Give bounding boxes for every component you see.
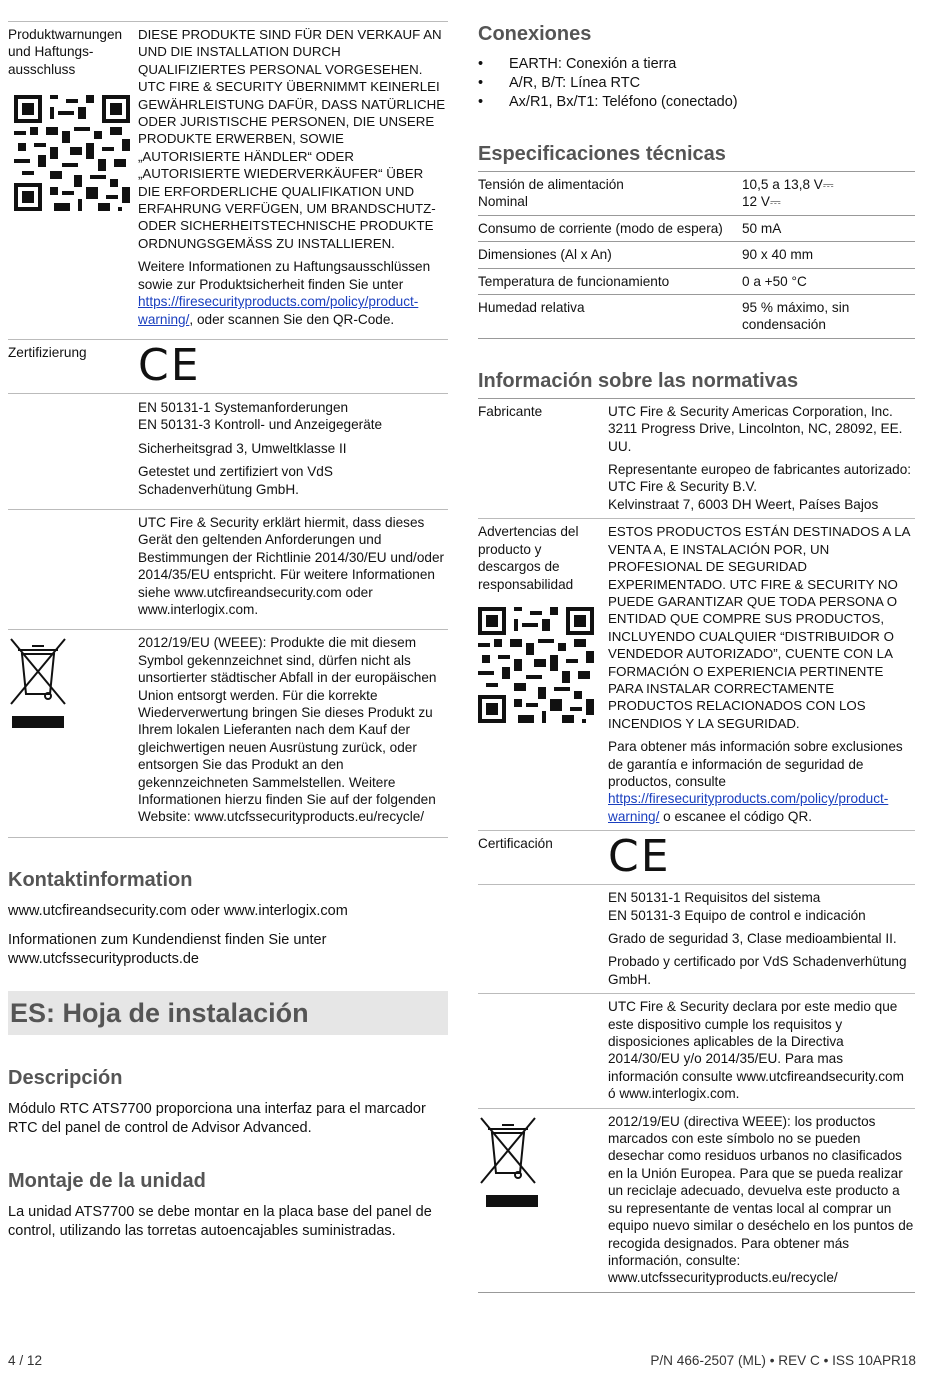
mounting-text: La unidad ATS7700 se debe montar en la placa base del panel de control, utilizando las torretas autoencajables suministradas. — [8, 1203, 432, 1239]
page-number: 4 / 12 — [8, 1353, 43, 1368]
standard-3: EN 50131-3 Equipo de control e indicación — [608, 907, 866, 923]
declaration-text: UTC Fire & Security erklärt hiermit, dass dieses Gerät den geltenden Anforderungen und Bestimmungen der Richtlinie 2014/30/EU und/oder 2014/35/EU entspricht. Für weitere Informationen siehe www.utcfireandsecurity.com oder www.interlogix.com. — [138, 514, 445, 617]
weee-bin-icon — [8, 634, 68, 734]
tested-text: Probado y certificado por VdS Schadenverhütung GmbH. — [608, 954, 907, 987]
declaration-row — [478, 993, 915, 1107]
spec-row — [478, 172, 915, 216]
spec-row — [478, 269, 915, 295]
spec-row — [478, 216, 915, 242]
eu-rep-text: Representante europeo de fabricantes autorizado: UTC Fire & Security B.V. Kelvinstraat 7, 6003 DH Weert, Países Bajos — [608, 462, 912, 512]
warning-more-text: Para obtener más información sobre exclusiones de garantía e información de seguridad de productos, consulte — [608, 739, 903, 789]
cert-standards-row — [8, 393, 448, 509]
contact-line-2: Informationen zum Kundendienst finden Sie unter www.utcfssecurityproducts.de — [8, 931, 327, 967]
spec-value: 0 a +50 °C — [742, 273, 807, 289]
connection-item: • Ax/R1, Bx/T1: Teléfono (conectado) — [478, 93, 915, 112]
weee-text: 2012/19/EU (directiva WEEE): los productos marcados con este símbolo no se pueden desechar como residuos urbanos no clasificados en la Unión Europea. Para que se pueda realizar un reciclaje adecuado, devuelva este producto a su representante de ventas local al comprar un equipo nuevo similar o deséchelo en los puntos de recogida designados. Para obtener más información, consulte: www.utcfssecurityproducts.eu/recycle/ — [608, 1113, 914, 1286]
warning-label: Advertencias del producto y descargos de responsabilidad — [478, 524, 579, 592]
disclaimer-more-post: , oder scannen Sie den QR-Code. — [189, 311, 395, 327]
weee-row — [8, 629, 448, 837]
cert-row — [8, 339, 448, 393]
security-grade: Sicherheitsgrad 3, Umweltklasse II — [138, 440, 347, 456]
ce-mark-icon: CE — [608, 831, 671, 883]
certification-standards-row — [478, 884, 915, 993]
standard-3: EN 50131-3 Kontroll- und Anzeigegeräte — [138, 417, 383, 433]
es-section-banner — [8, 991, 448, 1035]
connections-heading: Conexiones — [478, 23, 592, 45]
qr-code-icon — [478, 607, 594, 723]
spec-row — [478, 295, 915, 339]
declaration-text: UTC Fire & Security declara por este medio que este dispositivo cumple los requisitos y disposiciones aplicables de la Directiva 2014/30/EU y/o 2014/35/EU. Para mas información consulte www.utcfireandsecurity.com ó www.interlogix.com. — [608, 999, 904, 1102]
weee-row — [478, 1108, 915, 1293]
specs-heading: Especificaciones técnicas — [478, 143, 726, 165]
manufacturer-label: Fabricante — [478, 403, 543, 419]
spec-value: 95 % máximo, sin condensación — [742, 300, 850, 333]
ce-mark-icon: CE — [138, 339, 201, 391]
weee-text: 2012/19/EU (WEEE): Produkte die mit diesem Symbol gekennzeichnet sind, dürfen nicht als unsortierter städtischer Abfall in der europäischen Union entsorgt werden. Für die korrekte Wiederverwertung bringen Sie dieses Produkt zu Ihrem lokalen Lieferanten nach dem Kauf der gleichwertigen neuen Ausrüstung zurück, oder entsorgen Sie das Produkt an den gekennzeichneten Sammelstellen. Weitere Informationen hierzu finden Sie auf der folgenden Website: www.utcfssecurityproducts.eu/recycle/ — [138, 635, 437, 825]
disclaimer-label: Produktwarnungen und Haftungs-ausschluss — [8, 27, 123, 77]
left-column — [8, 0, 448, 1241]
spec-row — [478, 242, 915, 268]
spec-key: Dimensiones (Al x An) — [478, 247, 612, 263]
weee-bin-icon — [478, 1113, 538, 1213]
cert-label: Zertifizierung — [8, 344, 87, 360]
spec-value: 90 x 40 mm — [742, 247, 814, 263]
description-heading: Descripción — [8, 1066, 123, 1089]
mounting-heading: Montaje de la unidad — [8, 1169, 206, 1192]
spec-key: Tensión de alimentación Nominal — [478, 177, 624, 210]
product-warning-link[interactable]: https://firesecurityproducts.com/policy/product-warning/ — [138, 294, 419, 327]
warning-upper-text: ESTOS PRODUCTOS ESTÁN DESTINADOS A LA VENTA A, E INSTALACIÓN POR, UN PROFESIONAL DE SEGURIDAD EXPERIMENTADO. UTC FIRE & SECURITY NO PUEDE GARANTIZAR QUE TODA PERSONA O ENTIDAD QUE COMPRE SUS PRODUCTOS, INCLUYENDO CUALQUIER “DISTRIBUIDOR O VENDEDOR AUTORIZADO”, CUENTE CON LA FORMACIÓN O EXPERIENCIA PERTINENTE PARA INSTALAR CORRECTAMENTE PRODUCTOS RELACIONADOS CON LOS INCENDIOS Y LA SEGURIDAD. — [608, 524, 910, 731]
spec-value: 50 mA — [742, 220, 782, 236]
right-column — [478, 0, 915, 1293]
disclaimer-more-text: Weitere Informationen zu Haftungsausschlüssen sowie zur Produktsicherheit finden Sie unter — [138, 259, 431, 292]
warning-row — [478, 518, 915, 830]
standard-1: EN 50131-1 Requisitos del sistema — [608, 890, 821, 906]
contact-heading: Kontaktinformation — [8, 868, 193, 891]
spec-key: Humedad relativa — [478, 300, 585, 316]
product-warning-link[interactable]: https://firesecurityproducts.com/policy/product-warning/ — [608, 791, 889, 824]
spec-value: 10,5 a 13,8 V⎓ 12 V⎓ — [742, 177, 834, 210]
tested-text: Getestet und zertifiziert von VdS Schadenverhütung GmbH. — [138, 464, 333, 497]
manufacturer-text: UTC Fire & Security Americas Corporation, Inc. 3211 Progress Drive, Lincolnton, NC, 28092, EE. UU. — [608, 403, 903, 454]
spec-key: Temperatura de funcionamiento — [478, 273, 670, 289]
connection-item: • EARTH: Conexión a tierra — [478, 55, 915, 74]
connections-list — [478, 55, 915, 112]
description-text: Módulo RTC ATS7700 proporciona una interfaz para el marcador RTC del panel de control de Advisor Advanced. — [8, 1100, 426, 1136]
es-title: ES: Hoja de instalación — [10, 997, 309, 1028]
specs-table — [478, 171, 915, 339]
qr-code-icon — [14, 95, 130, 211]
warning-more-post: o escanee el código QR. — [659, 808, 813, 824]
part-number: P/N 466-2507 (ML) • REV C • ISS 10APR18 — [650, 1353, 916, 1368]
standard-1: EN 50131-1 Systemanforderungen — [138, 399, 349, 415]
manufacturer-row — [478, 399, 915, 518]
security-grade: Grado de seguridad 3, Clase medioambiental II. — [608, 931, 897, 946]
regulatory-heading: Información sobre las normativas — [478, 369, 799, 392]
spec-key: Consumo de corriente (modo de espera) — [478, 220, 723, 236]
disclaimer-upper-text: DIESE PRODUKTE SIND FÜR DEN VERKAUF AN UND DIE INSTALLATION DURCH QUALIFIZIERTES PERSONAL VORGESEHEN. UTC FIRE & SECURITY ÜBERNIMMT KEINERLEI GEWÄHRLEISTUNG DAFÜR, DASS NATÜRLICHE ODER JURISTISCHE PERSONEN, DIE UNSERE PRODUKTE ERWERBEN, SOWIE „AUTORISIERTE HÄNDLER“ ODER „AUTORISIERTE WIEDERVERKÄUFER“ ÜBER DIE ERFORDERLICHE QUALIFIKATION UND ERFAHRUNG VERFÜGEN, UM BRANDSCHUTZ- ODER SICHERHEITSTECHNISCHE PRODUKTE ORDNUNGSGEMÄSS ZU INSTALLIEREN. — [138, 27, 446, 251]
contact-line-1: www.utcfireandsecurity.com oder www.interlogix.com — [8, 902, 348, 919]
certification-row — [478, 830, 915, 884]
connection-item: • A/R, B/T: Línea RTC — [478, 74, 915, 93]
certification-label: Certificación — [478, 836, 553, 852]
declaration-row — [8, 509, 448, 629]
